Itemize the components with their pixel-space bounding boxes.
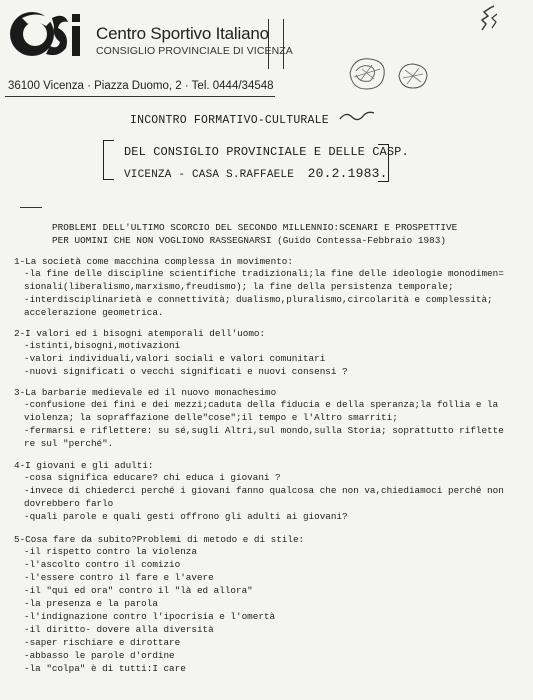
event-place: VICENZA - CASA S.RAFFAELE	[124, 169, 295, 181]
section-line: sionali(liberalismo,marxismo,freudismo); la fine della persistenza temporale;	[24, 281, 454, 292]
org-subtitle: CONSIGLIO PROVINCIALE DI VICENZA	[96, 45, 293, 57]
handwritten-flourish	[338, 109, 376, 123]
stamp-mark	[344, 53, 390, 93]
section-line: -l'ascolto contro il comizio	[24, 559, 181, 570]
section-line: dovrebbero farlo	[24, 498, 114, 509]
section-line: -abbasso le parole d'ordine	[24, 650, 175, 661]
section-line: -la "colpa" è di tutti:I care	[24, 663, 186, 674]
section-line: -l'indignazione contro l'ipocrisia e l'omertà	[24, 611, 276, 622]
event-title: INCONTRO FORMATIVO-CULTURALE	[130, 114, 329, 127]
section-line: -l'essere contro il fare e l'avere	[24, 572, 214, 583]
section-line: -interdisciplinarietà e connettività; dualismo,pluralismo,circolarità e complessità;	[24, 294, 493, 305]
section-line: -istinti,bisogni,motivazioni	[24, 340, 181, 351]
csi-logo	[8, 8, 88, 60]
event-date: 20.2.1983.	[307, 166, 388, 181]
section-line: -fermarsi e riflettere: su sé,sugli Altri,sul mondo,sulla Storia; soprattutto riflette	[24, 425, 504, 436]
org-address: 36100 Vicenza · Piazza Duomo, 2 · Tel. 0444/34548	[8, 80, 274, 92]
document-heading	[52, 221, 457, 247]
section-title: 2-I valori ed i bisogni atemporali dell'uomo:	[14, 328, 266, 339]
section-line: accelerazione geometrica.	[24, 307, 164, 318]
event-council: DEL CONSIGLIO PROVINCIALE E DELLE CASP.	[124, 145, 409, 159]
section-line: -confusione dei fini e dei mezzi;caduta della fiducia e della speranza;la follia e la	[24, 399, 499, 410]
handwritten-mark	[478, 4, 500, 32]
org-name: Centro Sportivo Italiano	[96, 24, 269, 43]
section-line: -quali parole e quali gesti offrono gli adulti ai giovani?	[24, 511, 348, 522]
section-title: 4-I giovani e gli adulti:	[14, 460, 154, 471]
section-line: -cosa significa educare? chi educa i giovani ?	[24, 472, 281, 483]
section-title: 3-La barbarie medievale ed il nuovo monachesimo	[14, 387, 277, 398]
section-line: -la fine delle discipline scientifiche tradizionali;la fine delle ideologie monodimen=	[24, 268, 504, 279]
address-rule	[5, 96, 275, 97]
heading-line: PER UOMINI CHE NON VOGLIONO RASSEGNARSI (Guido Contessa-Febbraio 1983)	[52, 235, 447, 246]
stamp-mark	[395, 60, 431, 92]
section-line: -saper rischiare e dirottare	[24, 637, 181, 648]
section-line: -invece di chiederci perché i giovani fanno qualcosa che non va,chiediamoci perché non	[24, 485, 504, 496]
letterhead-bracket	[268, 19, 284, 69]
title-bracket-left	[103, 140, 114, 180]
section-line: re sul "perché".	[24, 438, 114, 449]
heading-line: PROBLEMI DELL'ULTIMO SCORCIO DEL SECONDO MILLENNIO:SCENARI E PROSPETTIVE	[52, 222, 458, 233]
dash-mark	[20, 207, 42, 208]
section-title: 1-La società come macchina complessa in movimento:	[14, 256, 293, 267]
section-line: -la presenza e la parola	[24, 598, 158, 609]
section-line: violenza; la sopraffazione delle"cose";il tempo e l'Altro smarriti;	[24, 412, 398, 423]
event-place-date	[124, 166, 388, 181]
section-line: -nuovi significati o vecchi significati e nuovi consensi ?	[24, 366, 348, 377]
section-line: -il rispetto contro la violenza	[24, 546, 197, 557]
section-title: 5-Cosa fare da subito?Problemi di metodo e di stile:	[14, 534, 305, 545]
section-line: -valori individuali,valori sociali e valori comunitari	[24, 353, 326, 364]
section-line: -il diritto- dovere alla diversità	[24, 624, 214, 635]
section-line: -il "qui ed ora" contro il "là ed allora"	[24, 585, 253, 596]
title-bracket-right	[378, 144, 389, 182]
